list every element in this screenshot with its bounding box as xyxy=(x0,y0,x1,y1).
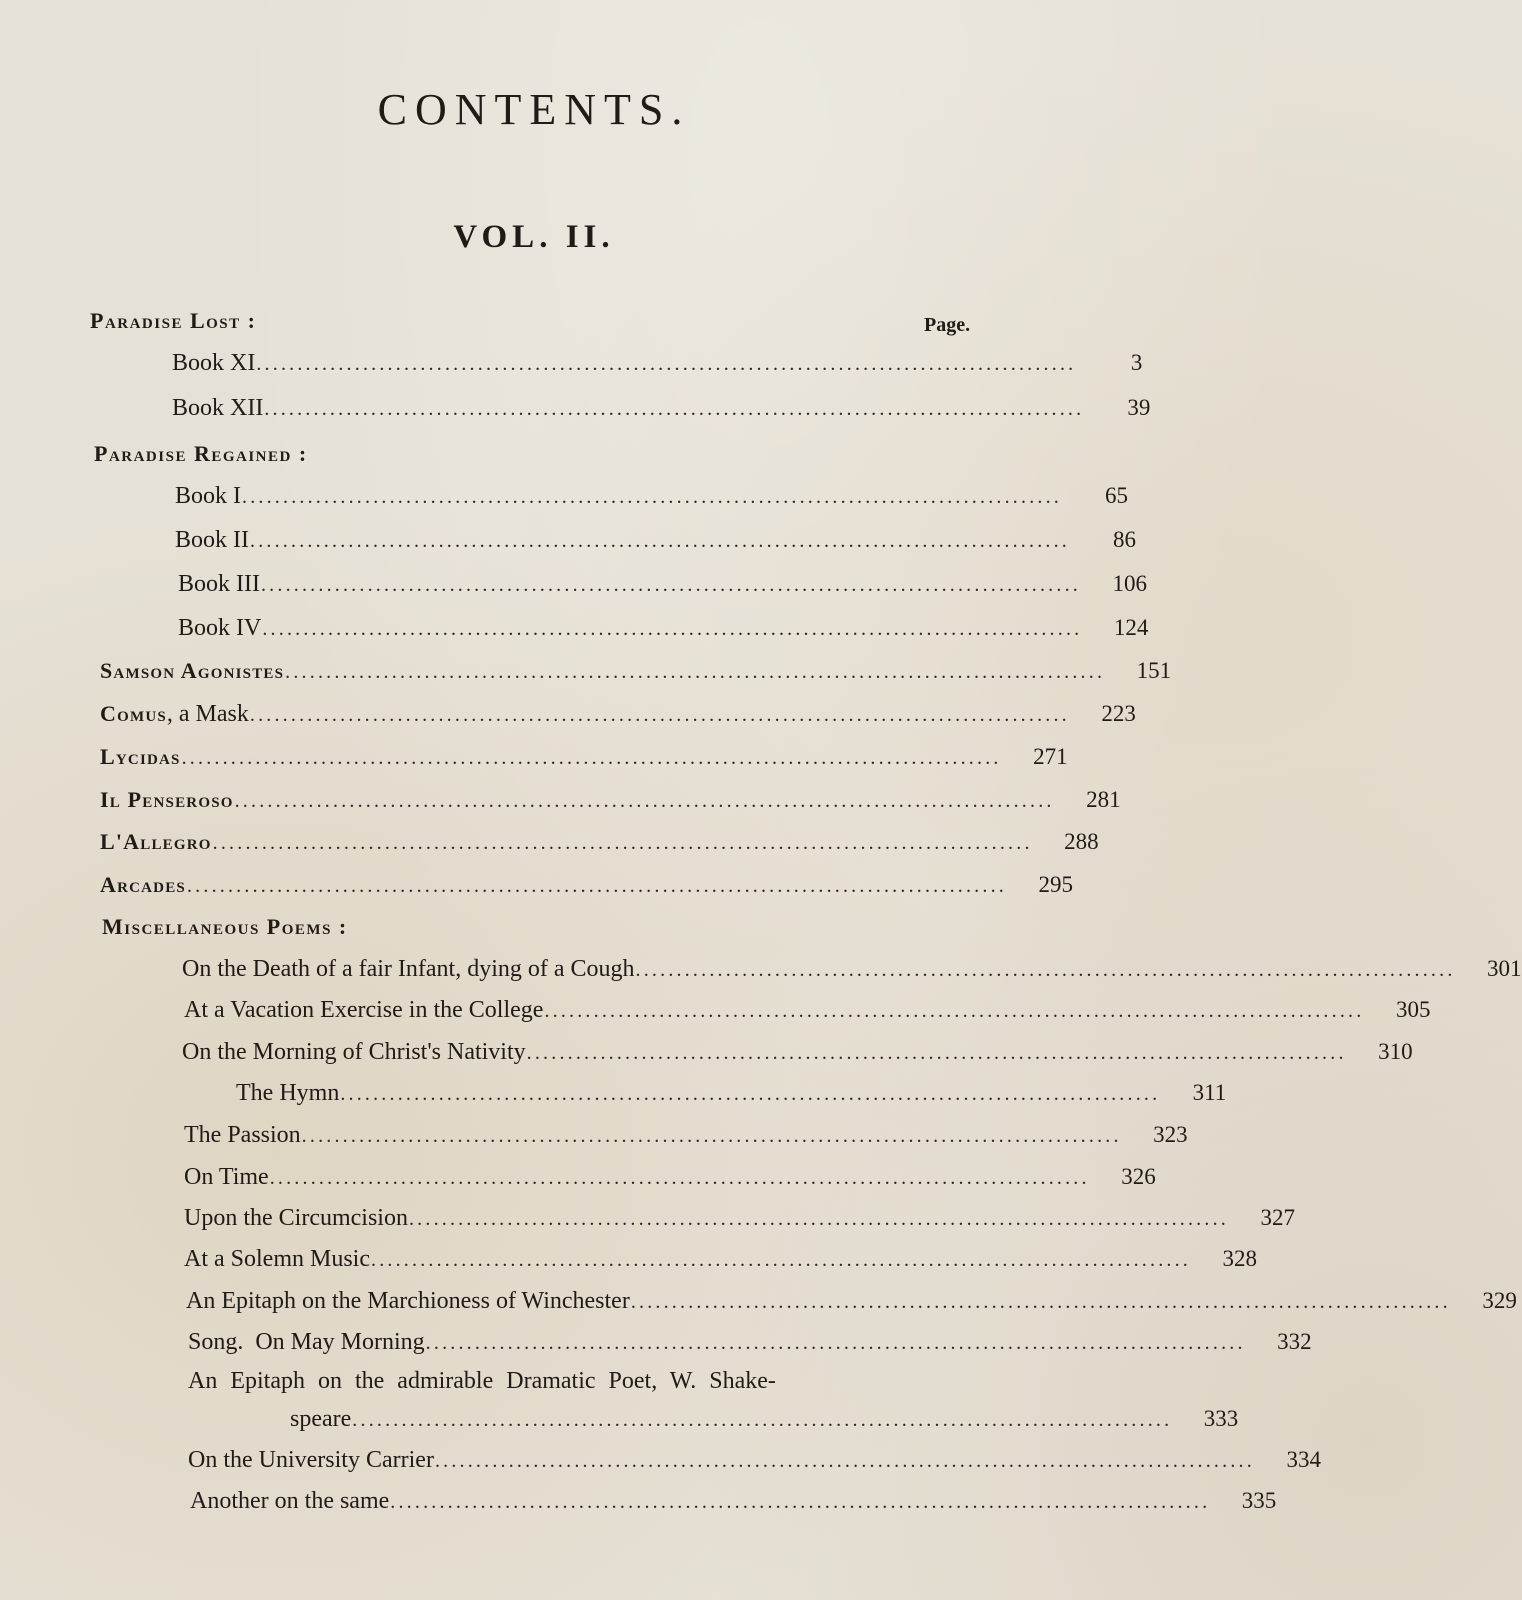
entry-page: 295 xyxy=(1038,872,1073,897)
entry-page: 327 xyxy=(1260,1205,1295,1230)
toc-entry xyxy=(175,527,1136,557)
leader-dots: .................................................................................................... xyxy=(242,486,1062,508)
leader-dots: .................................................................................................... xyxy=(425,1332,1246,1354)
toc-entry xyxy=(184,1246,1257,1276)
entry-page: 301 xyxy=(1487,956,1522,981)
entry-page: 326 xyxy=(1121,1164,1156,1189)
entry-title: Book II xyxy=(175,527,249,553)
entry-page: 328 xyxy=(1222,1246,1257,1271)
toc-entry xyxy=(172,350,1143,380)
entry-page: 3 xyxy=(1130,350,1143,375)
toc-entry xyxy=(182,1039,1413,1069)
entry-title: At a Vacation Exercise in the College xyxy=(184,997,544,1023)
entry-title-line1: An Epitaph on the admirable Dramatic Poet, W. Shake- xyxy=(188,1368,776,1394)
leader-dots: .................................................................................................... xyxy=(285,661,1106,683)
leader-dots: .................................................................................................... xyxy=(630,1291,1451,1313)
leader-dots: .................................................................................................... xyxy=(256,353,1077,375)
entry-title: An Epitaph on the Marchioness of Winchester xyxy=(186,1288,630,1314)
entry-page: 39 xyxy=(1127,395,1151,420)
entry-title: On the University Carrier xyxy=(188,1447,434,1473)
entry-title: Upon the Circumcision xyxy=(184,1205,408,1231)
toc-entry xyxy=(100,701,1136,731)
entry-title xyxy=(100,701,249,728)
toc-entry xyxy=(182,956,1522,986)
entry-page: 281 xyxy=(1086,787,1121,812)
entry-title: The Passion xyxy=(184,1122,301,1148)
leader-dots: .................................................................................................... xyxy=(262,618,1083,640)
entry-title: On the Death of a fair Infant, dying of a Cough xyxy=(182,956,635,982)
toc-entry xyxy=(184,1164,1156,1194)
toc-entry xyxy=(184,1205,1295,1235)
entry-page: 332 xyxy=(1277,1329,1312,1354)
toc-entry xyxy=(178,615,1149,645)
entry-page: 86 xyxy=(1113,527,1136,552)
page-title: CONTENTS. xyxy=(377,85,691,134)
entry-title: Book XI xyxy=(172,350,256,376)
leader-dots: .................................................................................................... xyxy=(371,1249,1191,1271)
leader-dots: .................................................................................................... xyxy=(264,398,1085,420)
entry-page: 334 xyxy=(1286,1447,1321,1472)
entry-title: Lycidas xyxy=(100,744,181,769)
entry-title: The Hymn xyxy=(236,1080,340,1106)
leader-dots: .................................................................................................... xyxy=(526,1042,1347,1064)
toc-entry xyxy=(290,1406,1239,1436)
leader-dots: .................................................................................................... xyxy=(269,1167,1090,1189)
section-paradise-regained: Paradise Regained : xyxy=(94,441,308,466)
entry-page: 311 xyxy=(1192,1080,1227,1105)
entry-title-line2: speare xyxy=(290,1406,352,1432)
entry-page: 305 xyxy=(1395,997,1431,1022)
toc-entry xyxy=(184,997,1431,1027)
entry-title: Book IV xyxy=(178,615,262,641)
leader-dots: .................................................................................................... xyxy=(635,959,1456,981)
entry-title-suffix: , a Mask xyxy=(166,701,249,727)
leader-dots: .................................................................................................... xyxy=(390,1491,1211,1513)
leader-dots: .................................................................................................... xyxy=(181,747,1002,769)
toc-entry xyxy=(178,571,1147,601)
entry-title: Book XII xyxy=(172,395,264,421)
leader-dots: .................................................................................................... xyxy=(434,1450,1255,1472)
entry-page: 106 xyxy=(1112,571,1147,596)
entry-page: 124 xyxy=(1113,615,1149,640)
leader-dots: .................................................................................................... xyxy=(186,875,1007,897)
section-paradise-lost: Paradise Lost : xyxy=(90,308,257,333)
entry-title: Book III xyxy=(178,571,260,597)
toc-entry xyxy=(100,658,1172,688)
toc-entry xyxy=(100,787,1121,817)
entry-page: 329 xyxy=(1482,1288,1517,1313)
toc-entry xyxy=(190,1488,1277,1518)
toc-entry xyxy=(188,1447,1321,1477)
leader-dots: .................................................................................................... xyxy=(352,1409,1173,1431)
entry-title: L'Allegro xyxy=(100,829,212,854)
leader-dots: .................................................................................................... xyxy=(301,1125,1122,1147)
entry-page: 271 xyxy=(1033,744,1068,769)
entry-page: 335 xyxy=(1241,1488,1277,1513)
volume-heading: VOL. II. xyxy=(453,219,615,255)
leader-dots: .................................................................................................... xyxy=(340,1083,1161,1105)
entry-page: 65 xyxy=(1105,483,1128,508)
entry-page: 223 xyxy=(1101,701,1136,726)
toc-entry xyxy=(100,872,1073,902)
leader-dots: .................................................................................................... xyxy=(250,530,1070,552)
entry-page: 333 xyxy=(1203,1406,1239,1431)
toc-entry xyxy=(172,395,1151,425)
leader-dots: .................................................................................................... xyxy=(249,704,1070,726)
leader-dots: .................................................................................................... xyxy=(544,1000,1365,1022)
toc-entry xyxy=(186,1288,1517,1318)
toc-entry xyxy=(100,744,1068,774)
leader-dots: .................................................................................................... xyxy=(260,574,1081,596)
leader-dots: .................................................................................................... xyxy=(212,832,1033,854)
toc-entry xyxy=(184,1122,1188,1152)
toc-entry xyxy=(175,483,1128,513)
leader-dots: .................................................................................................... xyxy=(234,790,1055,812)
entry-page: 310 xyxy=(1378,1039,1413,1064)
entry-title: Book I xyxy=(175,483,241,509)
entry-page: 288 xyxy=(1064,829,1099,854)
entry-title: At a Solemn Music xyxy=(184,1246,370,1272)
entry-title: On Time xyxy=(184,1164,269,1190)
entry-title: On the Morning of Christ's Nativity xyxy=(182,1039,526,1065)
entry-page: 323 xyxy=(1153,1122,1188,1147)
entry-title-main: Comus xyxy=(100,701,167,726)
page-column-header: Page. xyxy=(924,314,971,336)
entry-title: Another on the same xyxy=(190,1488,390,1514)
toc-entry xyxy=(100,829,1099,859)
leader-dots: .................................................................................................... xyxy=(408,1208,1229,1230)
entry-title: Song. On May Morning xyxy=(188,1329,425,1355)
toc-entry xyxy=(236,1080,1227,1110)
entry-title: Samson Agonistes xyxy=(100,658,285,683)
entry-title: Il Penseroso xyxy=(100,787,234,812)
toc-entry xyxy=(188,1329,1312,1359)
entry-title: Arcades xyxy=(100,872,186,897)
section-miscellaneous-poems: Miscellaneous Poems : xyxy=(102,914,348,939)
entry-page: 151 xyxy=(1136,658,1172,683)
